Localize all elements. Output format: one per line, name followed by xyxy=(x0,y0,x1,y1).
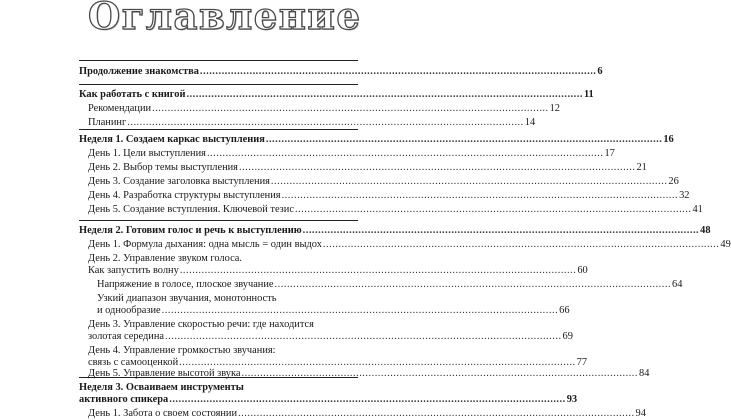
toc-entry-label: Как запустить волну xyxy=(88,265,179,276)
toc-entry-line: День 2. Управление звуком голоса. xyxy=(88,253,243,264)
toc-entry-line: День 3. Управление скоростью речи: где находится xyxy=(88,319,314,330)
toc-entry[interactable] xyxy=(79,394,578,406)
toc-entry-line: Неделя 3. Осваиваем инструменты xyxy=(79,382,244,393)
leader-dots: ................................................................................................................................ xyxy=(165,331,562,342)
toc-entry-page: 77 xyxy=(576,357,588,368)
toc-entry[interactable] xyxy=(88,239,731,251)
toc-entry-page: 69 xyxy=(562,331,573,342)
toc-entry[interactable] xyxy=(88,162,647,174)
toc-entry[interactable] xyxy=(88,368,650,380)
section-divider xyxy=(79,60,358,61)
leader-dots: ................................................................................................................................ xyxy=(206,148,604,159)
toc-entry-page: 6 xyxy=(597,66,603,77)
toc-entry-page: 94 xyxy=(635,408,646,419)
toc-entry-page: 93 xyxy=(566,394,578,405)
toc-entry-page: 12 xyxy=(549,103,560,114)
leader-dots: ................................................................................................................................ xyxy=(294,204,692,215)
leader-dots: ................................................................................................................................ xyxy=(238,408,635,419)
toc-entry-page: 14 xyxy=(524,117,536,128)
toc-entry-page: 48 xyxy=(700,225,711,236)
leader-dots: ................................................................................................................................ xyxy=(274,279,672,290)
toc-entry-label: День 5. Создание вступления. Ключевой тезис xyxy=(88,204,294,215)
leader-dots: ................................................................................................................................ xyxy=(179,357,576,368)
section-divider xyxy=(79,84,358,85)
toc-entry-page: 11 xyxy=(583,89,594,100)
leader-dots: ................................................................................................................................ xyxy=(179,265,577,276)
toc-entry-label: День 3. Создание заголовка выступления xyxy=(88,176,270,187)
toc-entry[interactable] xyxy=(88,117,536,129)
toc-entry-label: Неделя 2. Готовим голос и речь к выступлению xyxy=(79,225,302,236)
toc-entry-label: День 1. Цели выступления xyxy=(88,148,206,159)
leader-dots: ................................................................................................................................ xyxy=(152,103,549,114)
leader-dots: ................................................................................................................................ xyxy=(169,394,566,405)
toc-entry-page: 60 xyxy=(577,265,588,276)
toc-entry-label: День 2. Выбор темы выступления xyxy=(88,162,238,173)
leader-dots: ................................................................................................................................ xyxy=(281,190,679,201)
toc-entry[interactable] xyxy=(79,66,603,78)
toc-entry-label: Планинг xyxy=(88,117,127,128)
section-divider xyxy=(79,129,358,130)
toc-entry-page: 84 xyxy=(639,368,650,379)
toc-entry-label: День 4. Разработка структуры выступления xyxy=(88,190,281,201)
toc-entry[interactable] xyxy=(79,225,711,237)
leader-dots: ................................................................................................................................ xyxy=(161,305,559,316)
toc-entry-page: 21 xyxy=(636,162,647,173)
toc-entry-label: Неделя 1. Создаем каркас выступления xyxy=(79,134,265,145)
toc-entry-label: День 1. Формула дыхания: одна мысль = один выдох xyxy=(88,239,322,250)
toc-entry-page: 49 xyxy=(720,239,731,250)
toc-entry-label: День 1. Забота о своем состоянии xyxy=(88,408,238,419)
toc-entry-page: 26 xyxy=(668,176,679,187)
toc-entry-label: золотая середина xyxy=(88,331,165,342)
toc-entry-label: Рекомендации xyxy=(88,103,152,114)
toc-entry[interactable] xyxy=(88,176,679,188)
toc-entry[interactable] xyxy=(88,148,615,160)
toc-entry[interactable] xyxy=(97,305,570,317)
leader-dots: ................................................................................................................................ xyxy=(238,162,636,173)
section-divider xyxy=(79,220,358,221)
leader-dots: ................................................................................................................................ xyxy=(302,225,700,236)
toc-entry-label: Продолжение знакомства xyxy=(79,66,199,77)
leader-dots: ................................................................................................................................ xyxy=(186,89,583,100)
toc-entry[interactable] xyxy=(79,89,594,101)
toc-entry-label: и однообразие xyxy=(97,305,161,316)
leader-dots: ................................................................................................................................ xyxy=(270,176,668,187)
toc-entry-page: 17 xyxy=(604,148,615,159)
toc-entry-label: активного спикера xyxy=(79,394,169,405)
toc-entry[interactable] xyxy=(88,103,560,115)
leader-dots: ................................................................................................................................ xyxy=(322,239,720,250)
toc-entry[interactable] xyxy=(79,134,674,146)
toc-entry-label: Напряжение в голосе, плоское звучание xyxy=(97,279,274,290)
toc-entry-page: 32 xyxy=(679,190,690,201)
toc-entry-page: 16 xyxy=(663,134,674,145)
toc-entry[interactable] xyxy=(88,331,573,343)
toc-entry-label: День 5. Управление высотой звука xyxy=(88,368,241,379)
toc-entry-label: связь с самооценкой xyxy=(88,357,179,368)
leader-dots: ................................................................................................................................ xyxy=(241,368,638,379)
toc-entry[interactable] xyxy=(88,265,588,277)
leader-dots: ................................................................................................................................ xyxy=(265,134,663,145)
toc-entry[interactable] xyxy=(88,408,646,420)
toc-entry-page: 66 xyxy=(559,305,570,316)
toc-entry-line: Узкий диапазон звучания, монотонность xyxy=(97,293,277,304)
toc-entry[interactable] xyxy=(88,190,690,202)
toc-entry[interactable] xyxy=(88,204,703,216)
page-title: Оглавление xyxy=(88,0,362,38)
toc-entry[interactable] xyxy=(97,279,683,291)
toc-entry-line: День 4. Управление громкостью звучания: xyxy=(88,345,276,356)
toc-entry-page: 64 xyxy=(672,279,683,290)
leader-dots: ................................................................................................................................ xyxy=(199,66,597,77)
leader-dots: ................................................................................................................................ xyxy=(127,117,524,128)
toc-entry-label: Как работать с книгой xyxy=(79,89,186,100)
toc-entry-page: 41 xyxy=(692,204,703,215)
